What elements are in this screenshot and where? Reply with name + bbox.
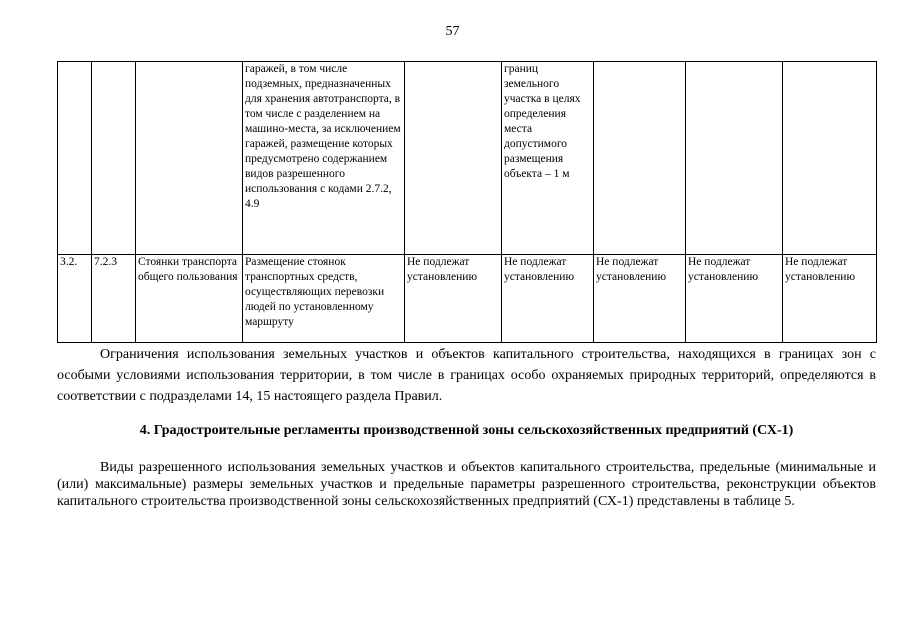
cell-description: гаражей, в том числе подземных, предназначенных для хранения автотранспорта, в том числе с разделением на машино-места, за исключением гаражей, размещение которых предусмотрено содержанием видов разрешенного использования с кодами 2.7.2, 4.9 bbox=[243, 62, 405, 255]
cell-col9: Не подлежат установлению bbox=[783, 255, 877, 343]
cell-name bbox=[136, 62, 243, 255]
table-row bbox=[58, 255, 877, 343]
usage-types-paragraph: Виды разрешенного использования земельных участков и объектов капитального строительства, предельные (минимальные и (или) максимальные) размеры земельных участков и предельные параметры разрешенного строительства, реконструкции объектов капитального строительства производственной зоны сельскохозяйственных предприятий (СХ-1) представлены в таблице 5. bbox=[57, 460, 876, 509]
cell-col9 bbox=[783, 62, 877, 255]
cell-code bbox=[92, 62, 136, 255]
cell-col6: Не подлежат установлению bbox=[502, 255, 594, 343]
regulations-table bbox=[57, 61, 877, 343]
page-number: 57 bbox=[445, 24, 460, 39]
cell-col7 bbox=[594, 62, 686, 255]
cell-col7: Не подлежат установлению bbox=[594, 255, 686, 343]
cell-col5 bbox=[405, 62, 502, 255]
cell-num bbox=[58, 62, 92, 255]
cell-col8: Не подлежат установлению bbox=[686, 255, 783, 343]
table-row bbox=[58, 62, 877, 255]
cell-col5: Не подлежат установлению bbox=[405, 255, 502, 343]
cell-col6: границ земельного участка в целях определения места допустимого размещения объекта – 1 м bbox=[502, 62, 594, 255]
section-heading: 4. Градостроительные регламенты производственной зоны сельскохозяйственных предприятий (СХ-1) bbox=[139, 423, 794, 438]
cell-num: 3.2. bbox=[58, 255, 92, 343]
cell-description: Размещение стоянок транспортных средств, осуществляющих перевозки людей по установленному маршруту bbox=[243, 255, 405, 343]
cell-code: 7.2.3 bbox=[92, 255, 136, 343]
restrictions-paragraph: Ограничения использования земельных участков и объектов капитального строительства, находящихся в границах зон с особыми условиями использования территории, в том числе в границах особо охраняемых природных территорий, определяются в соответствии с подразделами 14, 15 настоящего раздела Правил. bbox=[57, 347, 876, 404]
cell-col8 bbox=[686, 62, 783, 255]
cell-name: Стоянки транспорта общего пользования bbox=[136, 255, 243, 343]
